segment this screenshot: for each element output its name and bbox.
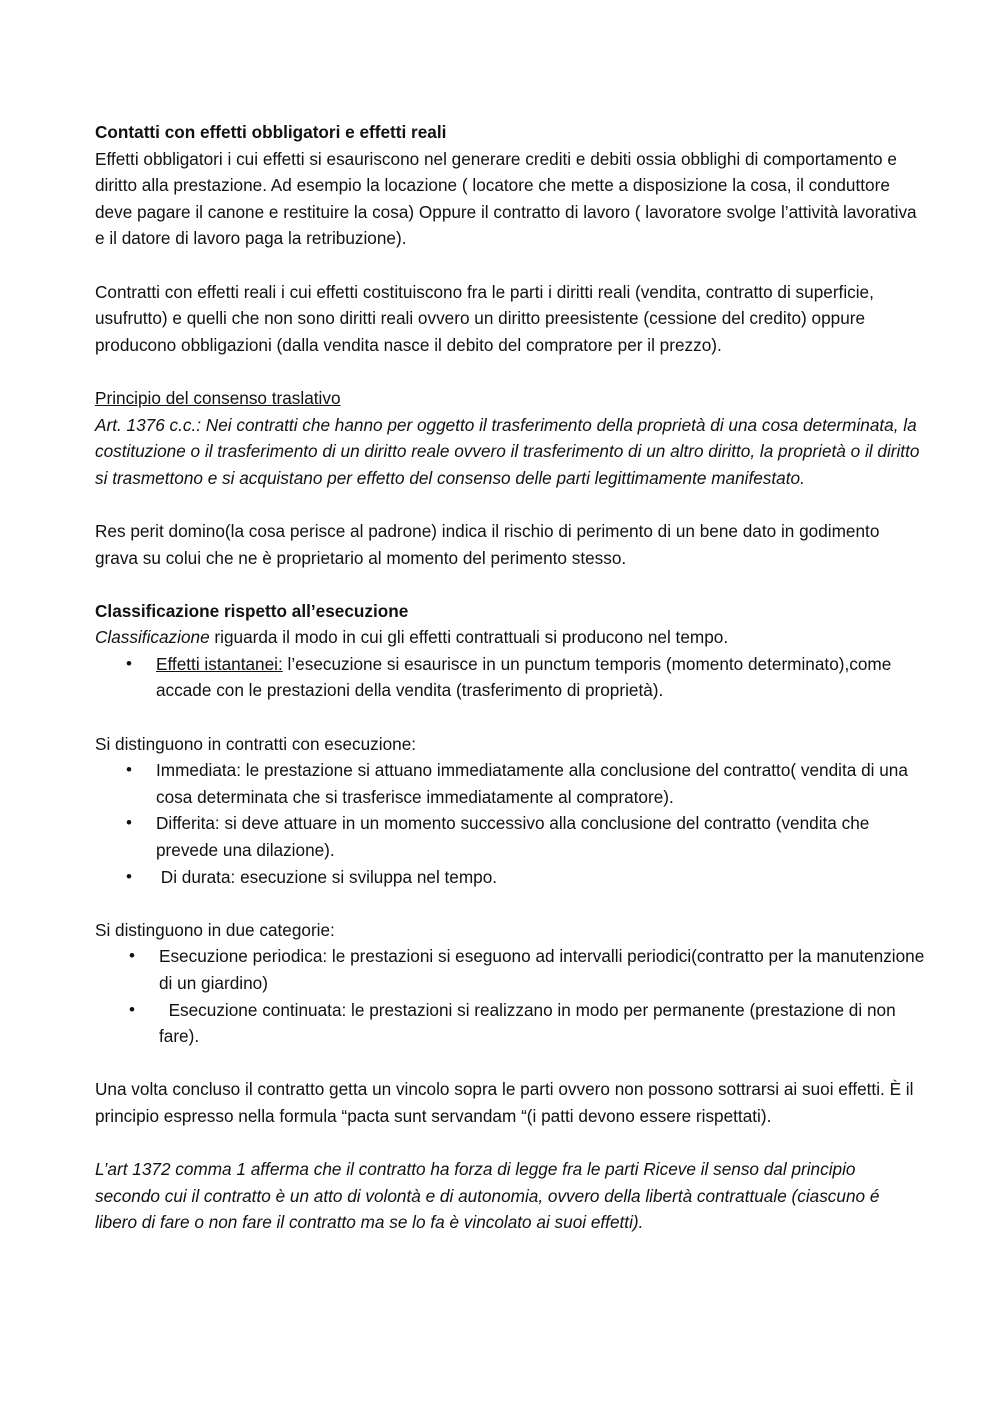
heading-classificazione: Classificazione rispetto all’esecuzione — [95, 600, 409, 621]
term-classificazione: Classificazione — [95, 627, 210, 648]
quote-art-1372: L’art 1372 comma 1 afferma che il contratto ha forza di legge fra le parti Riceve il senso dal principio secondo cui il contratto è un atto di volontà e di autonomia, ovvero della libertà contrattuale (ciascuno é libero di fare o non fare il contratto ma se lo fa è vincolato ai suoi effetti). — [95, 1159, 880, 1233]
spacer — [95, 358, 925, 385]
paragraph-esecuzione-intro: Si distinguono in contratti con esecuzione: — [95, 733, 417, 754]
list-effetti-istantanei — [95, 651, 925, 704]
text-effetti-istantanei-rest: l’esecuzione si esaurisce in un punctum temporis (momento determinato),come accade con le prestazioni della vendita (trasferimento di proprietà). — [156, 653, 892, 701]
spacer — [95, 491, 925, 518]
list-item: • Di durata: esecuzione si sviluppa nel tempo. — [95, 864, 925, 891]
list-item: • Differita: si deve attuare in un momento successivo alla conclusione del contratto (vendita che prevede una dilazione). — [95, 810, 925, 863]
paragraph-effetti-obbligatori: Effetti obbligatori i cui effetti si esauriscono nel generare crediti e debiti ossia obblighi di comportamento e diritto alla prestazione. Ad esempio la locazione ( locatore che mette a disposizione la cosa, il conduttore deve pagare il canone e restituire la cosa) Oppure il contratto di lavoro ( lavoratore svolge l’attività lavorativa e il datore di lavoro paga la retribuzione). — [95, 148, 917, 249]
paragraph-classificazione-intro — [95, 624, 925, 651]
list-item: • Esecuzione continuata: le prestazioni si realizzano in modo per permanente (prestazione di non fare). — [95, 997, 925, 1050]
paragraph-effetti-reali: Contratti con effetti reali i cui effetti costituiscono fra le parti i diritti reali (vendita, contratto di superficie, usufrutto) e quelli che non sono diritti reali ovvero un diritto preesistente (cessione del credito) oppure producono obbligazioni (dalla vendita nasce il debito del compratore per il prezzo). — [95, 281, 874, 355]
spacer — [95, 1050, 925, 1077]
list-item: • Immediata: le prestazione si attuano immediatamente alla conclusione del contratto( vendita di una cosa determinata che si trasferisce immediatamente al compratore). — [95, 757, 925, 810]
paragraph-pacta-sunt-servanda: Una volta concluso il contratto getta un vincolo sopra le parti ovvero non possono sottrarsi ai suoi effetti. È il principio espresso nella formula “pacta sunt servandam “(i patti devono essere rispettati). — [95, 1079, 914, 1126]
list-item — [95, 651, 925, 704]
spacer — [95, 571, 925, 598]
list-categorie — [95, 943, 925, 1049]
list-item: • Esecuzione periodica: le prestazioni si eseguono ad intervalli periodici(contratto per la manutenzione di un giardino) — [95, 943, 925, 996]
spacer — [95, 1130, 925, 1157]
spacer — [95, 704, 925, 731]
list-tipi-esecuzione — [95, 757, 925, 890]
document-page — [95, 119, 925, 1236]
heading-effetti: Contatti con effetti obbligatori e effetti reali — [95, 122, 447, 142]
spacer — [95, 252, 925, 279]
text-classificazione-rest: riguarda il modo in cui gli effetti contrattuali si producono nel tempo. — [209, 627, 729, 648]
paragraph-categorie-intro: Si distinguono in due categorie: — [95, 919, 335, 940]
paragraph-res-perit-domino: Res perit domino(la cosa perisce al padrone) indica il rischio di perimento di un bene dato in godimento grava su colui che ne è proprietario al momento del perimento stesso. — [95, 520, 880, 568]
spacer — [95, 890, 925, 917]
heading-consenso-traslativo: Principio del consenso traslativo — [95, 387, 341, 408]
quote-art-1376: Art. 1376 c.c.: Nei contratti che hanno per oggetto il trasferimento della proprietà di una cosa determinata, la costituzione o il trasferimento di un diritto reale ovvero il trasferimento di un altro diritto, la proprietà o il diritto si trasmettono e si acquistano per effetto del consenso delle parti legittimamente manifestato. — [95, 414, 920, 488]
term-effetti-istantanei: Effetti istantanei: — [156, 653, 283, 674]
